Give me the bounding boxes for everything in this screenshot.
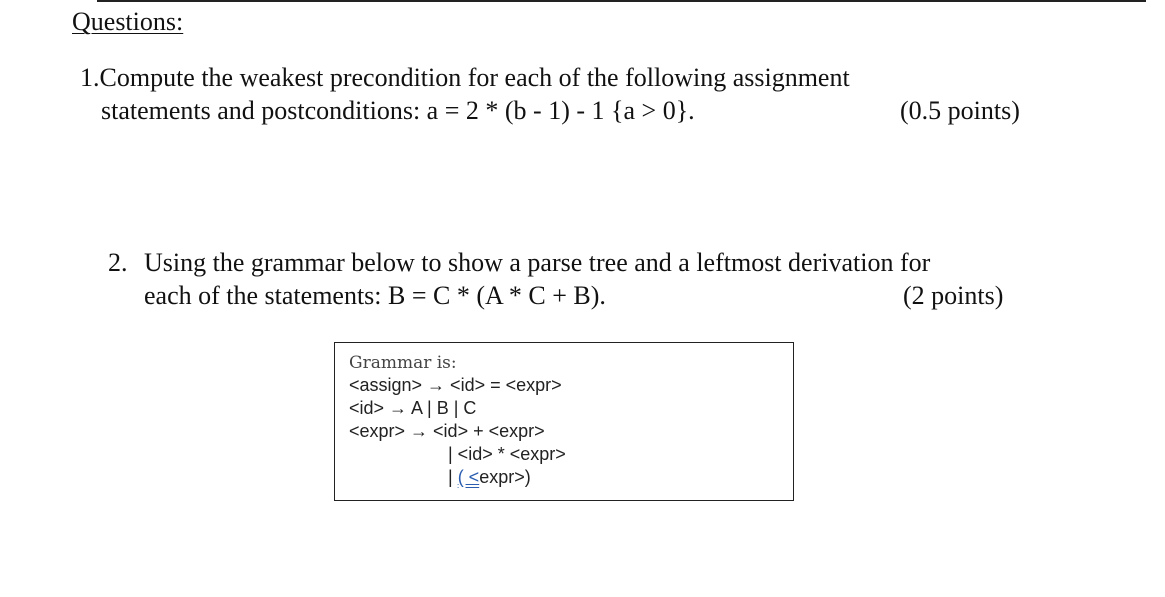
grammar-title: Grammar is: <box>349 353 457 373</box>
grammar-rule-expr: <expr> → <id> + <expr> <box>349 421 545 441</box>
top-rule <box>97 0 1146 2</box>
grammar-rule-expr-alt-1: | <id> * <expr> <box>448 444 566 464</box>
grammar-rule-id: <id> → A | B | C <box>349 398 477 418</box>
question-1-line-2: statements and postconditions: a = 2 * (b - 1) - 1 {a > 0}. <box>101 96 695 125</box>
grammar-rule-assign: <assign> → <id> = <expr> <box>349 375 562 395</box>
question-1-line-1: 1.Compute the weakest precondition for each of the following assignment <box>80 63 850 92</box>
grammar-box <box>334 342 794 501</box>
question-2-number: 2. <box>108 248 128 277</box>
grammar-rule-paren: ( < <box>457 467 480 487</box>
questions-heading: Questions: <box>72 7 184 36</box>
question-1-points: (0.5 points) <box>900 96 1020 125</box>
grammar-rule-expr-alt-2 <box>448 467 531 488</box>
grammar-rule-suffix: expr>) <box>479 467 531 487</box>
question-2-line-1: Using the grammar below to show a parse tree and a leftmost derivation for <box>144 248 931 277</box>
question-2-points: (2 points) <box>903 281 1004 310</box>
question-2-line-2: each of the statements: B = C * (A * C + B). <box>144 281 606 310</box>
grammar-rule-prefix: | <box>448 467 458 487</box>
